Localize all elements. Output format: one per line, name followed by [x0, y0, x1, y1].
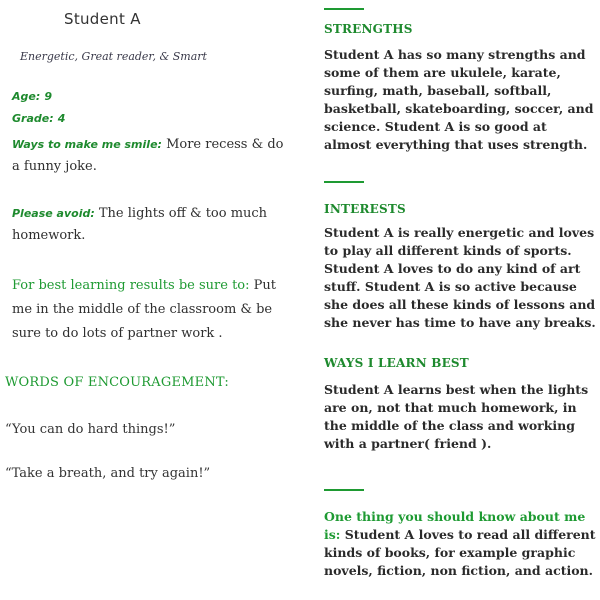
divider-rule	[324, 181, 364, 183]
strengths-text: Student A has so many strengths and some of them are ukulele, karate, surfing, math, baseball, softball, basketball, skateboarding, soccer, and science. Student A is so good at almost everything that uses strength.	[324, 47, 594, 152]
interests-text: Student A is really energetic and loves to play all different kinds of sports. Student A loves to do any kind of art stuff. Student A is so active because she does all these kinds of lessons and she never has time to have any breaks.	[324, 225, 596, 330]
smile-field	[12, 134, 292, 178]
grade-label: Grade:	[12, 112, 54, 125]
avoid-value: The lights off & too much homework.	[12, 206, 268, 243]
quote-2: “Take a breath, and try again!”	[5, 466, 211, 481]
divider-rule	[324, 489, 364, 491]
grade-value: 4	[57, 112, 66, 125]
ways-heading: WAYS I LEARN BEST	[324, 356, 469, 370]
interests-heading: INTERESTS	[324, 202, 406, 216]
smile-label: Ways to make me smile:	[12, 138, 162, 151]
strengths-heading: STRENGTHS	[324, 22, 413, 36]
student-name: Student A	[64, 10, 141, 28]
grade-field	[12, 108, 292, 130]
avoid-field	[12, 203, 292, 247]
age-label: Age:	[12, 90, 41, 103]
best-label: For best learning results be sure to:	[12, 278, 250, 293]
right-column	[300, 0, 600, 600]
divider-rule	[324, 8, 364, 10]
onething-label: One thing you should know about me is:	[324, 509, 586, 542]
onething-text: Student A loves to read all different kinds of books, for example graphic novels, fiction, non fiction, and action.	[324, 527, 596, 578]
age-value: 9	[44, 90, 53, 103]
best-field	[12, 274, 292, 346]
smile-value: More recess & do a funny joke.	[12, 137, 284, 174]
avoid-label: Please avoid:	[12, 207, 95, 220]
encouragement-heading: WORDS OF ENCOURAGEMENT:	[5, 375, 229, 390]
onething-block	[324, 508, 596, 580]
student-tagline: Energetic, Great reader, & Smart	[20, 50, 207, 63]
quote-1: “You can do hard things!”	[5, 422, 176, 437]
best-value: Put me in the middle of the classroom & be sure to do lots of partner work .	[12, 278, 276, 341]
ways-text: Student A learns best when the lights are on, not that much homework, in the middle of the class and working with a partner( friend ).	[324, 382, 589, 451]
age-field	[12, 86, 292, 108]
